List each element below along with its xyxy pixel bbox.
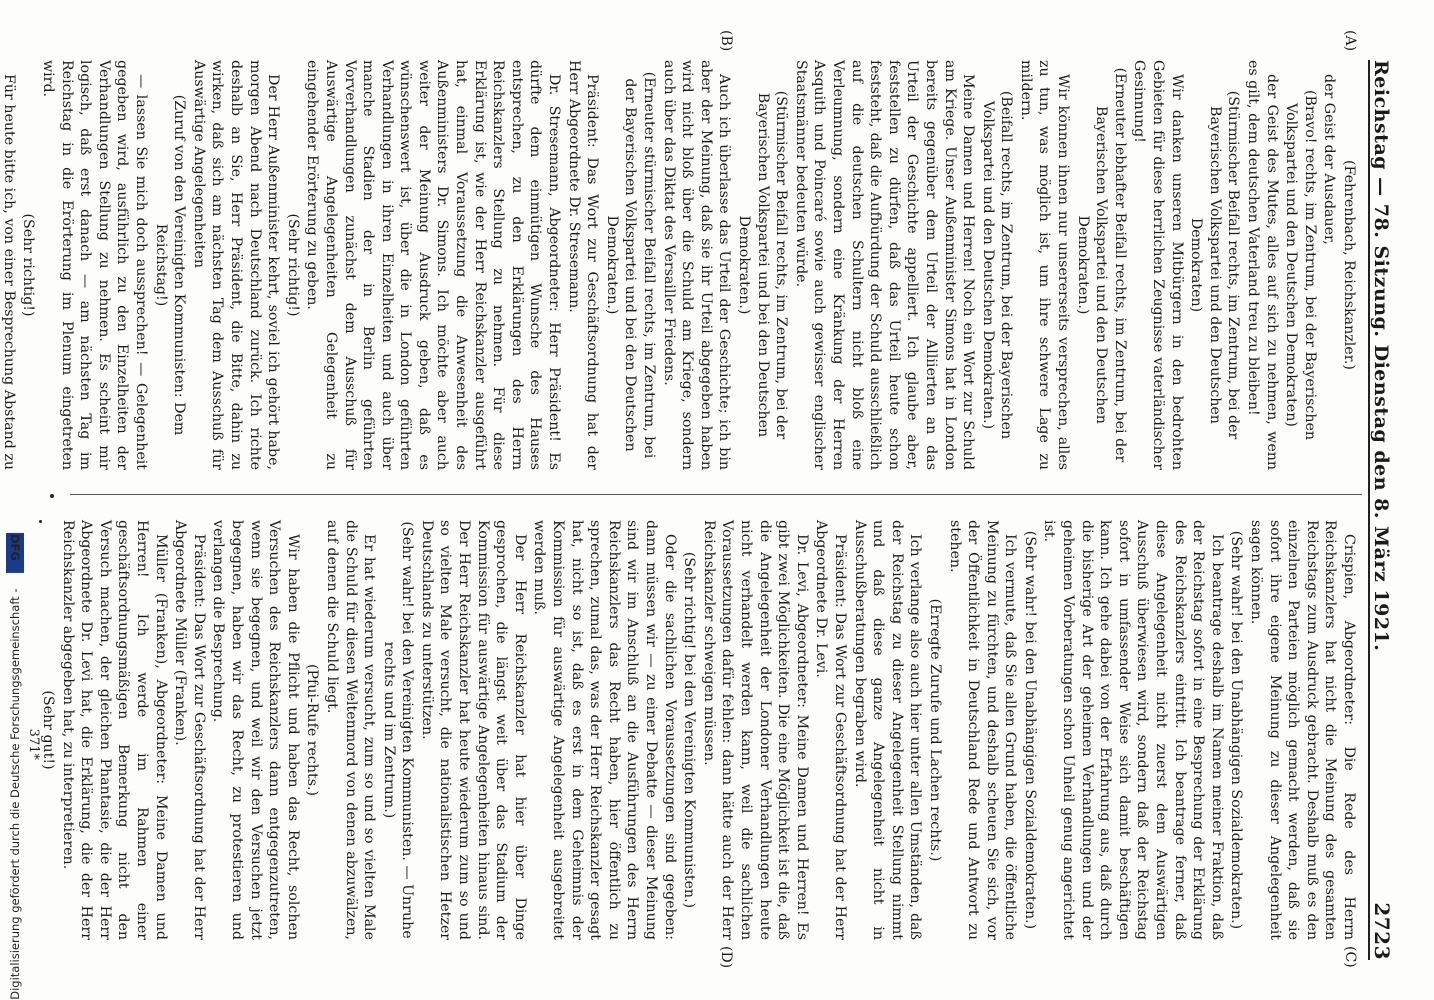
margin-letter-c: (C) — [1342, 946, 1358, 968]
paragraph: — lassen Sie mich doch aussprechen! — Gelegenheit gegeben wird, ausführlich zu den Einzelheiten der Verhandlungen Stellung zu nehmen. Es scheint mir logisch, daß erst danach — am nächsten Tag im Reichstag in die Erörterung im Plenum eingetreten wird. — [40, 60, 149, 470]
paragraph: Oder die sachlichen Voraussetzungen sind gegeben: dann müssen wir — zu einer Debatte — dieser Meinung sind wir im Anschluß an die Ausführungen des Herrn Reichskanzlers das Recht haben, hier öffentlich zu sprechen, zumal das, was der Herr Reichskanzler gesagt hat, nicht so ist, daß es erst in dem Geheimnis der Kommission für auswärtige Angelegenheit ausgebreitet werden muß. — [531, 520, 678, 940]
interjection: (Sehr wahr! bei den Vereinigten Kommunisten. — Unruhe rechts und im Zentrum.) — [380, 521, 416, 939]
speaker-paragraph: Crispien, Abgeordneter: Die Rede des Herrn Reichskanzlers hat nicht die Meinung des gesamten Reichstags zum Ausdruck gebracht. Deshalb muß es den einzelnen Parteien möglich gemacht werden, daß sie sofort ihre eigene Meinung zu dieser Angelegenheit sagen können. — [1248, 520, 1357, 940]
interjection: (Sehr richtig!) — [284, 213, 301, 317]
paragraph: Auch ich überlasse das Urteil der Geschichte; ich bin aber der Meinung, daß sie ihr Urteil abgegeben haben wird nicht bloß über die Schuld am Kriege, sondern auch über das Diktat des Versailler Friedens. — [660, 60, 733, 470]
speaker-paragraph: Dr. Stresemann, Abgeordneter: Herr Präsident! Es dürfte dem einmütigen Wunsche des Hauses entsprechen, zu den Erklärungen des Herrn Reichskanzlers Stellung zu nehmen. Für diese Erklärung ist, wie der Herr Reichskanzler ausgeführt hat, einmal Voraussetzung die Anwesenheit des Außenministers Dr. Simons. Ich möchte aber auch weiter der Meinung Ausdruck geben, daß es wünschenswert ist, über die in London geführten Verhandlungen in ihren Einzelheiten und auch über manche Stadien der in Berlin geführten Vorverhandlungen zunächst dem Ausschuß für Auswärtige Angelegenheiten Gelegenheit zu eingehender Erörterung zu geben. — [304, 60, 563, 470]
speaker-paragraph: Müller (Franken), Abgeordneter: Meine Damen und Herren! Ich werde im Rahmen einer geschäftsordnungsmäßigen Bemerkung nicht den Versuch machen, der gleichen Phantasie, die der Herr Abgeordnete Dr. Levi hat, die Erklärung, die der Herr Reichskanzler abgegeben hat, zu interpretieren. — [59, 520, 169, 940]
interjection: (Erregte Zurufe und Lachen rechts.) — [926, 598, 943, 862]
scan-speck — [50, 494, 54, 498]
interjection: (Erneuter lebhafter Beifall rechts, im Zentrum, bei der Bayerischen Volkspartei und den Deutschen Demokraten.) — [1074, 67, 1128, 463]
speaker-paragraph: Dr. Levi, Abgeordneter: Meine Damen und Herren! Es gibt zwei Möglichkeiten. Die eine Möglichkeit ist die, daß die Angelegenheit der Londoner Verhandlungen heute nicht verhandelt werden kann, weil die sachlichen Voraussetzungen dafür fehlen: dann hätte auch der Herr Reichskanzler schweigen müssen. — [700, 520, 810, 940]
paragraph: der Geist des Mutes, alles auf sich zu nehmen, wenn es gilt, dem deutschen Vaterland treu zu bleiben! — [1245, 60, 1280, 470]
interjection: (Sehr richtig! bei den Vereinigten Kommunisten.) — [681, 551, 698, 909]
digitization-credit — [2, 0, 28, 1000]
interjection: (Pfui-Rufe rechts.) — [304, 663, 321, 797]
page-number: 2723 — [1370, 902, 1394, 960]
paragraph: Wir danken unseren Mitbürgern in den bedrohten Gebieten für diese herrlichen Zeugnisse vaterländischer Gesinnung! — [1131, 60, 1185, 470]
interjection: (Sehr richtig!) — [20, 213, 37, 317]
column-divider — [70, 494, 1362, 495]
interjection: (Stürmischer Beifall rechts, im Zentrum, bei der Bayerischen Volkspartei und den Deutschen Demokraten) — [1188, 90, 1242, 440]
running-header — [1368, 60, 1404, 960]
right-column — [40, 520, 1358, 940]
interjection: (Sehr wahr! bei den Unabhängigen Sozialdemokraten.) — [1228, 530, 1245, 930]
interjection: (Sehr wahr! bei den Unabhängigen Sozialdemokraten.) — [1021, 530, 1038, 930]
page-signature: 371* — [26, 728, 41, 760]
margin-letter-a: (A) — [1342, 30, 1358, 52]
paragraph: der Geist der Ausdauer, — [1321, 74, 1338, 245]
margin-letter-b: (B) — [718, 30, 734, 52]
speaker-paragraph: Präsident: Das Wort zur Geschäftsordnung hat der Herr Abgeordnete Dr. Levi. — [813, 520, 848, 940]
dfg-logo: DFG — [6, 533, 24, 573]
paragraph: Wir haben die Pflicht und haben das Recht, solchen Versuchen des Reichskanzlers dann entgegenzutreten, wenn sie begegnen, und weil wir den Versuchen jetzt begegnen, haben wir das Recht, zu protestieren und verlangen die Besprechung. — [210, 520, 301, 940]
paragraph: Er hat wiederum versucht, zum so und so vielten Male die Schuld für diesen Weltenmord von denen abzuwälzen, auf denen die Schuld liegt. — [323, 520, 378, 940]
speaker-paragraph: Präsident: Das Wort zur Geschäftsordnung hat der Herr Abgeordnete Müller (Franken). — [172, 520, 207, 940]
interjection: (Beifall rechts, im Zentrum, bei der Bayerischen Volkspartei und den Deutschen Demokraten.) — [979, 90, 1015, 440]
speaker-paragraph: Präsident: Das Wort zur Geschäftsordnung hat der Herr Abgeordnete Dr. Stresemann. — [565, 60, 601, 470]
margin-letter-d: (D) — [718, 946, 734, 969]
scan-speck — [39, 520, 42, 523]
interjection: (Stürmischer Beifall rechts, im Zentrum, bei der Bayerischen Volkspartei und bei den Deutschen Demokraten.) — [736, 90, 790, 440]
paragraph: Wir können ihnen nur unsererseits versprechen, alles zu tun, was möglich ist, um ihre schwere Lage zu mildern. — [1017, 60, 1072, 470]
interjection: (Zuruf von den Vereinigten Kommunisten: Dem Reichstag!) — [152, 94, 188, 436]
paragraph: Meine Damen und Herren! Noch ein Wort zur Schuld am Kriege. Unser Außenminister Simons hat in London bereits gegenüber dem Urteil der Alliierten an das Urteil der Geschichte appelliert. Ich glaube aber, feststellen zu dürfen, daß das Urteil heute schon feststeht, daß die Aufbürdung der Schuld ausschließlich auf die deutschen Schultern nicht bloß eine Verleumnung, sondern eine Kränkung der Herren Asquith und Poincaré sowie auch gewisser englischer Staatsmänner bedeuten würde. — [792, 60, 977, 470]
paragraph: Für heute bitte ich, von einer Besprechung Abstand zu — [0, 74, 17, 470]
paragraph: Ich verlange also auch hier unter allen Umständen, daß der Reichstag zu dieser Angelegenheit Stellung nimmt und daß diese ganze Angelegenheit nicht in Ausschußberatungen begraben wird. — [851, 520, 924, 940]
paragraph: Der Herr Reichskanzler hat hier über Dinge gesprochen, die längst weit über das Stadium der Kommission für auswärtige Angelegenheiten hinaus sind. Der Herr Reichskanzler hat heute wiederum zum so und so vielten Male versucht, die nationalistischen Hetzer Deutschlands zu unterstützen. — [418, 520, 528, 940]
interjection: (Erneuter stürmischer Beifall rechts, im Zentrum, bei der Bayerischen Volkspartei und bei den Deutschen Demokraten.) — [603, 71, 658, 459]
header-title: Reichstag — 78. Sitzung. Dienstag den 8. März 1921. — [1370, 60, 1392, 652]
left-column — [0, 60, 1358, 470]
paragraph: Ich beantrage deshalb im Namen meiner Fraktion, daß der Reichstag sofort in eine Besprechung der Erklärung des Reichskanzlers eintritt. Ich beantrage ferner, daß diese Angelegenheit nicht zuerst dem Auswärtigen Ausschuß überwiesen wird, sondern daß der Reichstag sofort in umfassender Weise sich damit beschäftigen kann. Ich gehe dabei von der Erfahrung aus, daß durch die bisherige Art der geheimen Verhandlungen und der geheimen Vorberatungen schon Unheil genug angerichtet ist. — [1041, 520, 1225, 940]
credit-text: Digitalisierung gefördert durch die Deutsche Forschungsgemeinschaft - — [8, 588, 22, 1000]
paragraph: Der Herr Außenminister kehrt, soviel ich gehört habe, morgen Abend nach Deutschland zurück. Ich richte deshalb an Sie, Herr Präsident, die Bitte, dahin zu wirken, daß sich am nächsten Tag dem Ausschuß für Auswärtige Angelegenheiten — [190, 60, 282, 470]
paragraph: (Fehrenbach, Reichskanzler.) — [1341, 160, 1357, 370]
interjection: (Bravo! rechts, im Zentrum, bei der Bayerischen Volkspartei und den Deutschen Demokraten) — [1283, 89, 1318, 441]
paragraph: Ich vermute, daß Sie allen Grund haben, die öffentliche Meinung zu fürchten, und deshalb scheuen Sie sich, vor der Öffentlichkeit in Deutschland Rede und Antwort zu stehen. — [946, 520, 1019, 940]
interjection: (Sehr gut!) — [40, 690, 57, 770]
